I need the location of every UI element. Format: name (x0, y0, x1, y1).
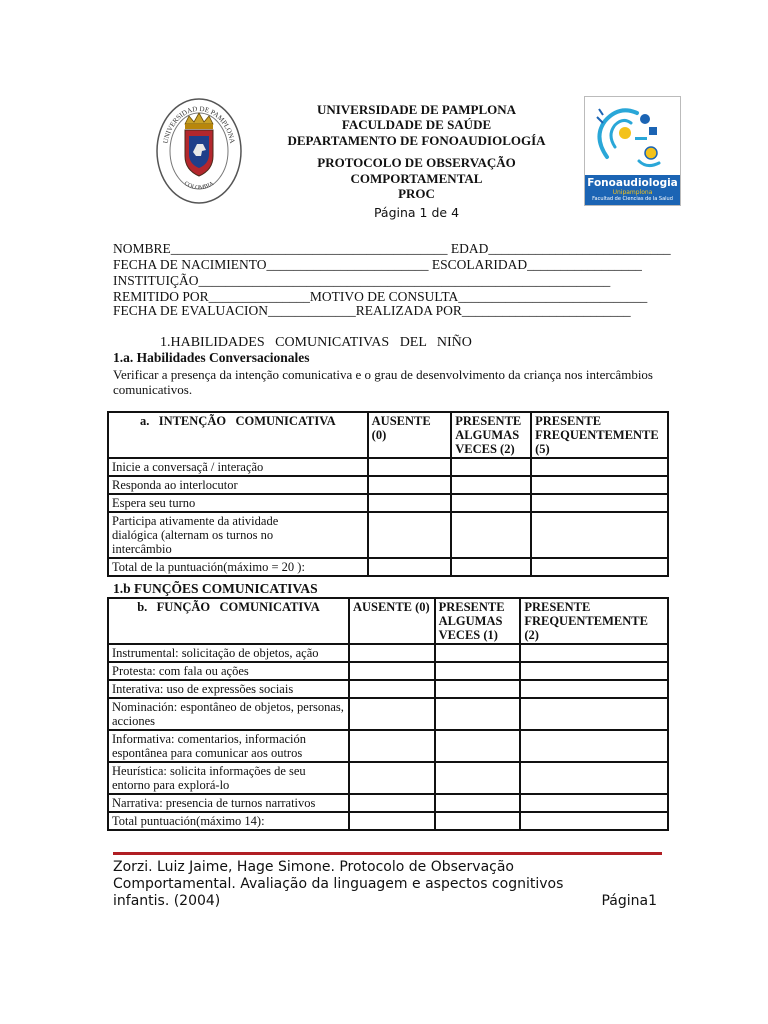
column-header: PRESENTE ALGUMAS VECES (1) (435, 598, 521, 644)
score-cell[interactable] (451, 494, 531, 512)
table-row (108, 644, 668, 662)
score-cell[interactable] (520, 698, 668, 730)
column-header: AUSENTE (0) (368, 412, 452, 458)
score-cell[interactable] (451, 512, 531, 558)
table-row (108, 662, 668, 680)
table-header-row (108, 598, 668, 644)
score-cell[interactable] (435, 698, 521, 730)
score-cell[interactable] (531, 476, 668, 494)
score-cell[interactable] (368, 558, 452, 576)
communicative-intention-table (107, 411, 669, 577)
score-cell[interactable] (520, 730, 668, 762)
table-total-row (108, 812, 668, 830)
table-row (108, 680, 668, 698)
total-label: Total de la puntuación(máximo = 20 ): (108, 558, 368, 576)
footer-citation-line2: Comportamental. Avaliação da linguagem e aspectos cognitivos (113, 876, 564, 892)
table-row (108, 794, 668, 812)
section-intro: Verificar a presença da intenção comunicativa e o grau de desenvolvimento da criança nos intercâmbios comunicativos. (113, 367, 653, 397)
score-cell[interactable] (531, 494, 668, 512)
score-cell[interactable] (435, 762, 521, 794)
score-cell[interactable] (520, 662, 668, 680)
score-cell[interactable] (435, 680, 521, 698)
footer-citation-line1: Zorzi. Luiz Jaime, Hage Simone. Protocolo de Observação (113, 859, 514, 875)
footer-citation-line3: infantis. (2004) (113, 893, 221, 909)
row-label: Interativa: uso de expressões sociais (108, 680, 349, 698)
seal-graphic (155, 96, 243, 206)
score-cell[interactable] (531, 512, 668, 558)
column-header: AUSENTE (0) (349, 598, 435, 644)
row-label: Instrumental: solicitação de objetos, ação (108, 644, 349, 662)
table-row (108, 476, 668, 494)
score-cell[interactable] (349, 698, 435, 730)
score-cell[interactable] (349, 762, 435, 794)
total-label: Total puntuación(máximo 14): (108, 812, 349, 830)
row-label: Narrativa: presencia de turnos narrativos (108, 794, 349, 812)
score-cell[interactable] (520, 762, 668, 794)
field-fecha-evaluacion-realizada: FECHA DE EVALUACION_____________REALIZADA POR_________________________ (113, 303, 631, 318)
score-cell[interactable] (349, 812, 435, 830)
row-label: Informativa: comentarios, información espontânea para comunicar aos outros (108, 730, 349, 762)
protocol-title-line2: COMPORTAMENTAL (350, 171, 483, 186)
score-cell[interactable] (435, 662, 521, 680)
row-label: Participa ativamente da atividade dialógica (alternam os turnos no intercâmbio (108, 512, 368, 558)
score-cell[interactable] (520, 794, 668, 812)
field-fecha-nacimiento-escolaridad: FECHA DE NACIMIENTO________________________ ESCOLARIDAD_________________ (113, 257, 642, 272)
table-row (108, 762, 668, 794)
score-cell[interactable] (349, 662, 435, 680)
page-indicator: Página 1 de 4 (373, 205, 460, 220)
table-row (108, 458, 668, 476)
score-cell[interactable] (435, 794, 521, 812)
score-cell[interactable] (349, 644, 435, 662)
column-header: PRESENTE ALGUMAS VECES (2) (451, 412, 531, 458)
row-label: Heurística: solicita informações de seu entorno para explorá-lo (108, 762, 349, 794)
score-cell[interactable] (349, 680, 435, 698)
department-title: DEPARTAMENTO DE FONOAUDIOLOGÍA (287, 133, 546, 148)
score-cell[interactable] (451, 558, 531, 576)
score-cell[interactable] (520, 812, 668, 830)
logo-graphic (585, 97, 680, 177)
logo-faculty: Facultad de Ciencias de la Salud (592, 196, 673, 202)
score-cell[interactable] (349, 794, 435, 812)
row-label: Protesta: com fala ou ações (108, 662, 349, 680)
protocol-title-line3: PROC (398, 186, 435, 201)
section-subtitle: 1.a. Habilidades Conversacionales (113, 350, 310, 365)
score-cell[interactable] (435, 812, 521, 830)
score-cell[interactable] (368, 512, 452, 558)
fonoaudiologia-logo (584, 96, 681, 206)
table-row (108, 698, 668, 730)
table-row (108, 512, 668, 558)
faculty-title: FACULDADE DE SAÚDE (341, 117, 492, 132)
protocol-title-line1: PROTOCOLO DE OBSERVAÇÃO (317, 155, 516, 170)
score-cell[interactable] (435, 644, 521, 662)
footer-page-label: Página1 (601, 893, 657, 909)
logo-title: Fonoaudiologia (587, 177, 678, 189)
university-seal (155, 96, 243, 206)
row-label: Responda ao interlocutor (108, 476, 368, 494)
table-header-row (108, 412, 668, 458)
score-cell[interactable] (451, 476, 531, 494)
column-header: PRESENTE FREQUENTEMENTE (2) (520, 598, 668, 644)
field-remitido-motivo: REMITIDO POR_______________MOTIVO DE CONSULTA____________________________ (113, 289, 648, 304)
logo-banner (585, 175, 680, 205)
score-cell[interactable] (451, 458, 531, 476)
communicative-function-table (107, 597, 669, 831)
table-total-row (108, 558, 668, 576)
university-title: UNIVERSIDADE DE PAMPLONA (316, 102, 517, 117)
row-label: Inicie a conversaçã / interação (108, 458, 368, 476)
row-label: Espera seu turno (108, 494, 368, 512)
score-cell[interactable] (349, 730, 435, 762)
seal-country-text: COLOMBIA (182, 180, 216, 192)
section-1b-title: 1.b FUNÇÕES COMUNICATIVAS (113, 581, 318, 596)
score-cell[interactable] (520, 680, 668, 698)
seal-name-text: UNIVERSIDAD DE PAMPLONA (161, 104, 237, 145)
score-cell[interactable] (531, 458, 668, 476)
score-cell[interactable] (368, 494, 452, 512)
svg-text:COLOMBIA (183, 181, 216, 192)
score-cell[interactable] (368, 476, 452, 494)
column-header: a. INTENÇÃO COMUNICATIVA (108, 412, 368, 458)
score-cell[interactable] (368, 458, 452, 476)
score-cell[interactable] (520, 644, 668, 662)
table-row (108, 494, 668, 512)
section-title: 1.HABILIDADES COMUNICATIVAS DEL NIÑO (160, 335, 472, 350)
column-header: PRESENTE FREQUENTEMENTE (5) (531, 412, 668, 458)
column-header: b. FUNÇÃO COMUNICATIVA (108, 598, 349, 644)
score-cell[interactable] (435, 730, 521, 762)
footer-rule (113, 852, 662, 855)
field-nombre-edad: NOMBRE_________________________________________ EDAD___________________________ (113, 241, 671, 256)
row-label: Nominación: espontâneo de objetos, personas, acciones (108, 698, 349, 730)
logo-subtitle: Unipamplona (612, 189, 653, 196)
score-cell[interactable] (531, 558, 668, 576)
table-row (108, 730, 668, 762)
field-instituicao: INSTITUIÇÃO_____________________________________________________________ (113, 273, 611, 288)
